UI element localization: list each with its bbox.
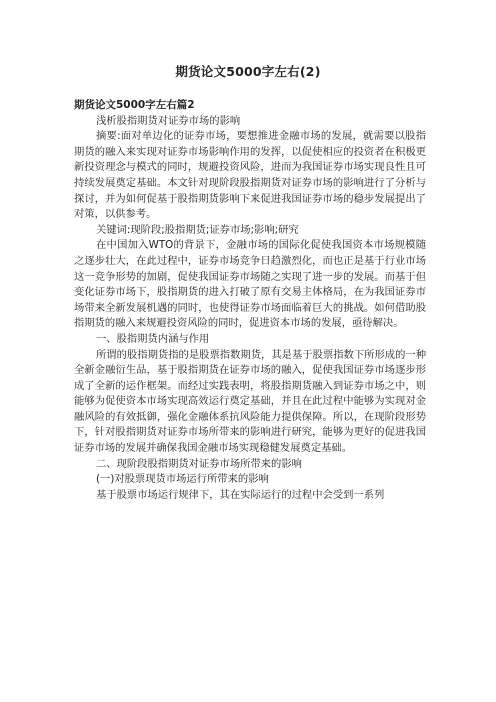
section1-paragraph: 所谓的股指期货指的是股票指数期货，其是基于股票指数下所形成的一种全新金融衍生品，基于股指期货在证券市场的融入，促使我国证券市场逐步形成了全新的运作框架。而经过实践表明，将股指期货融入到证券市场之中，则能够为促使资本市场实现高效运行奠定基础，并且在此过程中能够为实现对金融风险的有效抵御，强化金融体系抗风险能力提供保障。所以，在现阶段形势下，针对股指期货对证券市场所带来的影响进行研究，能够为更好的促进我国证券市场的发展并确保我国金融市场实现稳健发展奠定基础。 bbox=[74, 348, 426, 455]
section2-subheading: (一)对股票现货市场运行所带来的影响 bbox=[96, 473, 269, 486]
document-body bbox=[74, 98, 426, 503]
keywords-line: 关键词:现阶段;股指期货;证券市场;影响;研究 bbox=[96, 223, 299, 236]
section1-heading: 一、股指期货内涵与作用 bbox=[96, 332, 210, 345]
document-title: 期货论文5000字左右(2) bbox=[175, 64, 321, 79]
intro-paragraph: 在中国加入WTO的背景下，金融市场的国际化促使我国资本市场规模随之逐步壮大，在此过程中，证券市场竞争日趋激烈化，而也正是基于行业市场这一竞争形势的加剧，促使我国证券市场随之实现了进一步的发展。而基于但变化证券市场下，股指期货的进入打破了原有交易主体格局，在为我国证券市场带来全新发展机遇的同时，也使得证券市场面临着巨大的挑战。如何借助股指期货的融入来规避投资风险的同时，促进资本市场的发展，亟待解决。 bbox=[74, 239, 426, 330]
article-title: 浅析股指期货对证券市场的影响 bbox=[96, 114, 241, 127]
section2-heading: 二、现阶段股指期货对证券市场所带来的影响 bbox=[96, 457, 302, 470]
document-subtitle: 期货论文5000字左右篇2 bbox=[74, 99, 195, 111]
abstract-paragraph: 摘要:面对单边化的证券市场，要想推进金融市场的发展，就需要以股指期货的融入来实现对证券市场影响作用的发挥，以促使相应的投资者在积极更新投资理念与模式的同时，规避投资风险，进而为我国证券市场实现良性且可持续发展奠定基础。本文针对现阶段股指期货对证券市场的影响进行了分析与探讨，并为如何促基于股指期货影响下来促进我国证券市场的稳步发展提出了对策，以供参考。 bbox=[74, 130, 426, 221]
section2-paragraph: 基于股票市场运行规律下，其在实际运行的过程中会受到一系列 bbox=[96, 488, 385, 501]
